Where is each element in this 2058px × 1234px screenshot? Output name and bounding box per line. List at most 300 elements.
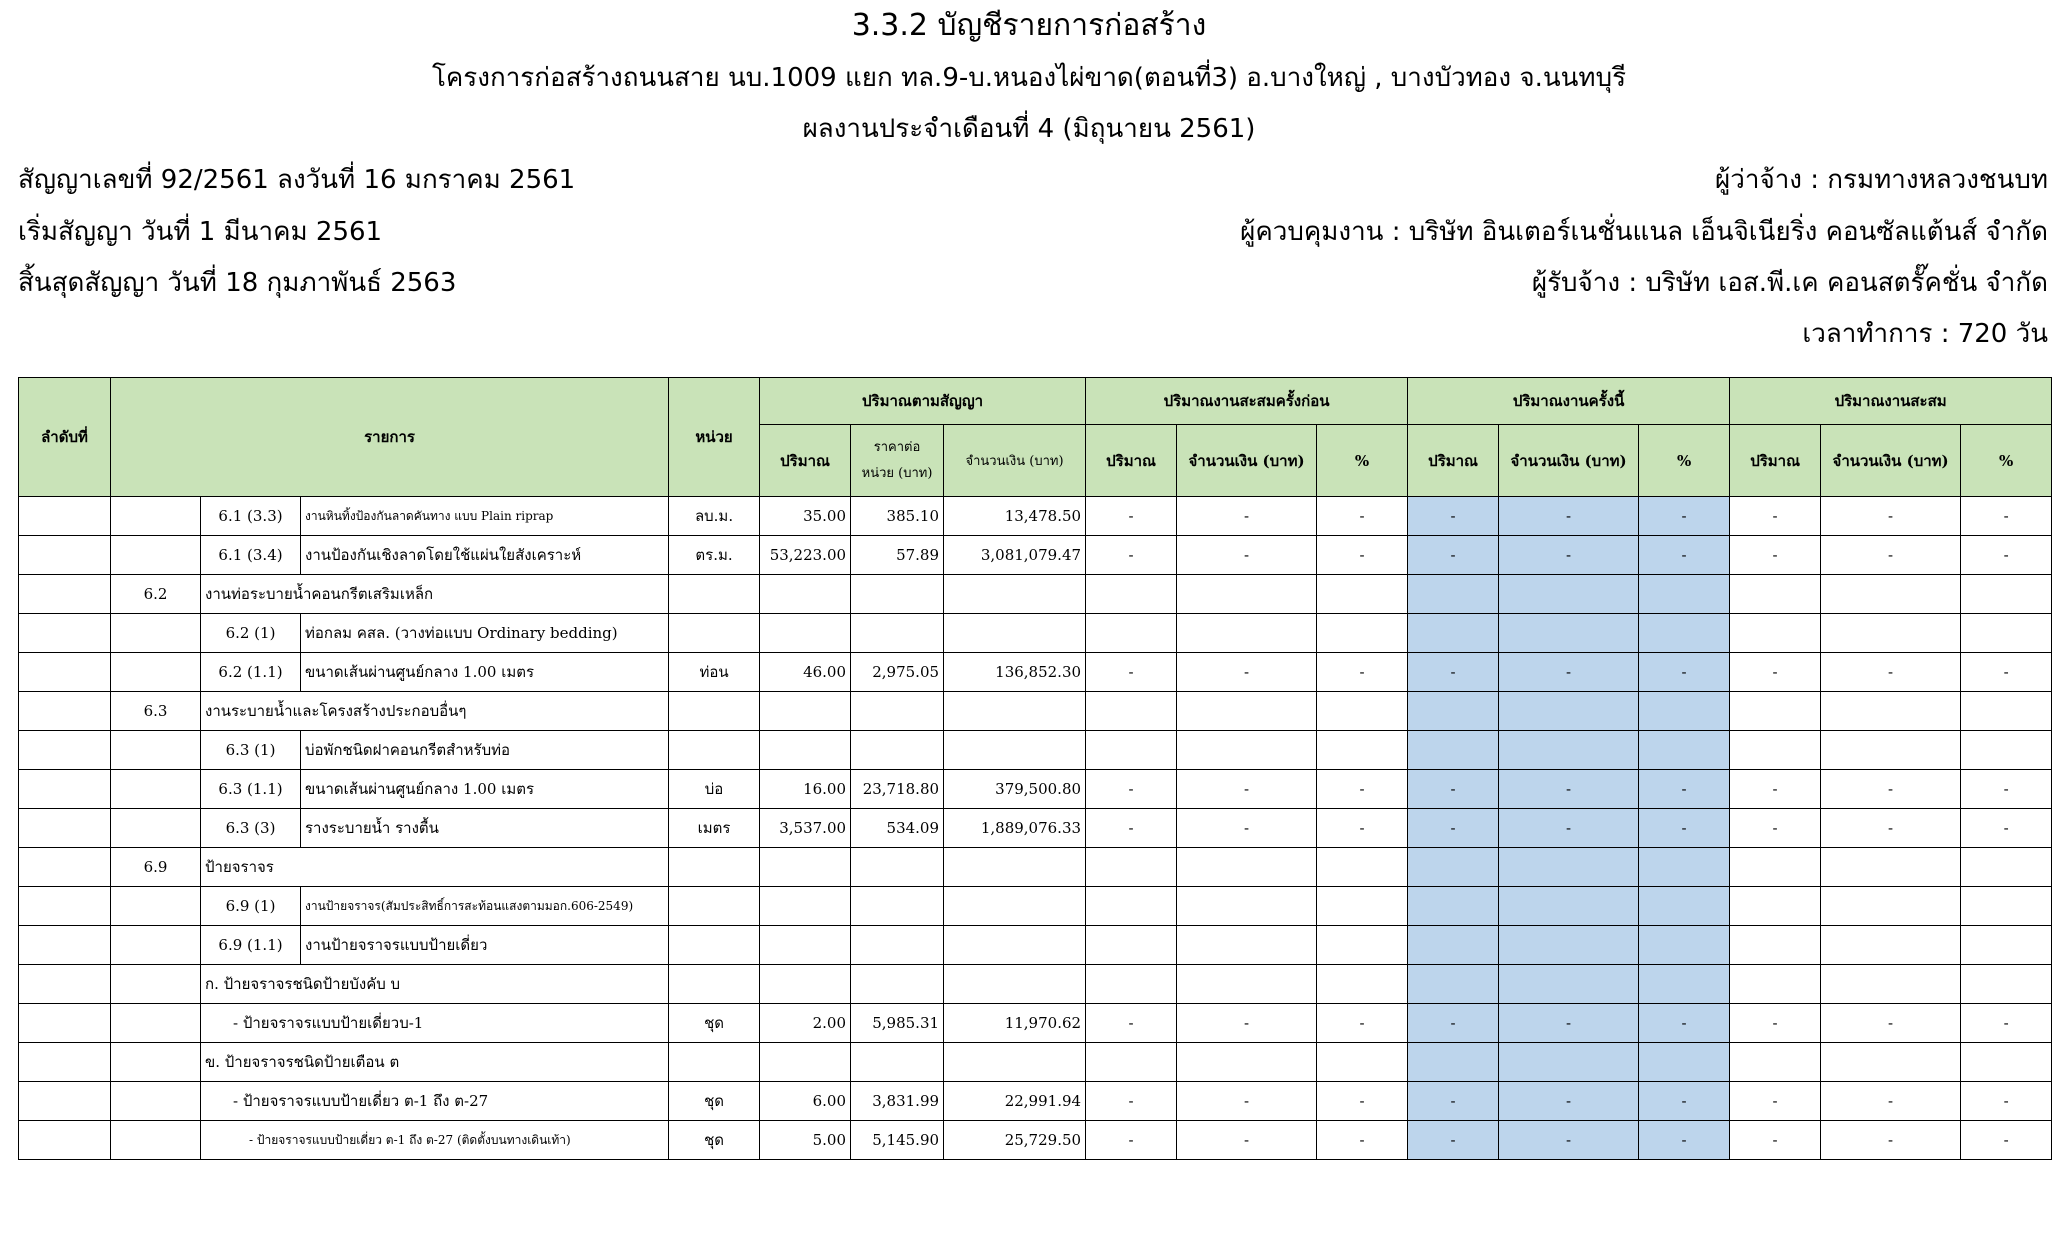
seq-cell xyxy=(19,536,111,575)
prev-pct: - xyxy=(1317,809,1408,848)
table-row xyxy=(19,809,2052,848)
contract-amount xyxy=(944,575,1086,614)
indent-cell xyxy=(111,770,201,809)
accum-qty: - xyxy=(1730,770,1821,809)
seq-cell xyxy=(19,965,111,1004)
contract-number: สัญญาเลขที่ 92/2561 ลงวันที่ 16 มกราคม 2561 xyxy=(18,165,576,195)
contract-unit-price xyxy=(851,965,944,1004)
accum-qty: - xyxy=(1730,536,1821,575)
current-amount: - xyxy=(1499,1082,1639,1121)
table-row xyxy=(19,575,2052,614)
current-amount xyxy=(1499,965,1639,1004)
current-amount: - xyxy=(1499,809,1639,848)
header-prev: ปริมาณงานสะสมครั้งก่อน xyxy=(1086,378,1408,425)
item-code: 6.9 xyxy=(111,848,201,887)
seq-cell xyxy=(19,770,111,809)
header-item: รายการ xyxy=(111,378,669,497)
indent-cell xyxy=(111,653,201,692)
header-amount: จำนวนเงิน (บาท) xyxy=(1177,425,1317,497)
current-pct xyxy=(1639,614,1730,653)
prev-amount xyxy=(1177,887,1317,926)
prev-pct: - xyxy=(1317,770,1408,809)
table-row xyxy=(19,770,2052,809)
contract-qty: 16.00 xyxy=(760,770,851,809)
contract-unit-price: 5,985.31 xyxy=(851,1004,944,1043)
current-pct xyxy=(1639,965,1730,1004)
unit-cell: ลบ.ม. xyxy=(669,497,760,536)
contract-unit-price xyxy=(851,848,944,887)
accum-pct xyxy=(1961,692,2052,731)
accum-amount xyxy=(1821,614,1961,653)
prev-pct: - xyxy=(1317,1121,1408,1160)
accum-amount xyxy=(1821,1043,1961,1082)
seq-cell xyxy=(19,653,111,692)
prev-pct: - xyxy=(1317,1082,1408,1121)
contract-amount: 1,889,076.33 xyxy=(944,809,1086,848)
contract-amount xyxy=(944,1043,1086,1082)
prev-pct xyxy=(1317,1043,1408,1082)
current-qty xyxy=(1408,575,1499,614)
seq-cell xyxy=(19,809,111,848)
contract-amount xyxy=(944,887,1086,926)
contract-qty: 53,223.00 xyxy=(760,536,851,575)
prev-qty: - xyxy=(1086,497,1177,536)
item-description: ป้ายจราจร xyxy=(201,848,669,887)
current-amount xyxy=(1499,575,1639,614)
accum-pct: - xyxy=(1961,770,2052,809)
accum-amount xyxy=(1821,731,1961,770)
item-description: รางระบายน้ำ รางตื้น xyxy=(301,809,669,848)
prev-amount: - xyxy=(1177,770,1317,809)
prev-pct xyxy=(1317,575,1408,614)
accum-amount: - xyxy=(1821,497,1961,536)
header-pct: % xyxy=(1639,425,1730,497)
accum-amount xyxy=(1821,692,1961,731)
accum-pct: - xyxy=(1961,809,2052,848)
document-title: 3.3.2 บัญชีรายการก่อสร้าง xyxy=(851,8,1207,43)
prev-amount xyxy=(1177,1043,1317,1082)
unit-cell xyxy=(669,575,760,614)
unit-cell: ท่อน xyxy=(669,653,760,692)
header-unit-price-line1: ราคาต่อ xyxy=(873,439,921,455)
seq-cell xyxy=(19,731,111,770)
current-amount xyxy=(1499,731,1639,770)
contract-unit-price: 5,145.90 xyxy=(851,1121,944,1160)
prev-qty: - xyxy=(1086,1004,1177,1043)
unit-cell: ชุด xyxy=(669,1121,760,1160)
contract-unit-price: 2,975.05 xyxy=(851,653,944,692)
contract-qty xyxy=(760,575,851,614)
header-current: ปริมาณงานครั้งนี้ xyxy=(1408,378,1730,425)
prev-qty: - xyxy=(1086,809,1177,848)
accum-amount xyxy=(1821,926,1961,965)
seq-cell xyxy=(19,1082,111,1121)
seq-cell xyxy=(19,1043,111,1082)
accum-pct: - xyxy=(1961,1004,2052,1043)
seq-cell xyxy=(19,1121,111,1160)
item-description: ก. ป้ายจราจรชนิดป้ายบังคับ บ xyxy=(201,965,669,1004)
current-qty xyxy=(1408,692,1499,731)
indent-cell xyxy=(111,1043,201,1082)
header-unit: หน่วย xyxy=(669,378,760,497)
current-pct xyxy=(1639,692,1730,731)
current-qty: - xyxy=(1408,497,1499,536)
current-qty xyxy=(1408,887,1499,926)
unit-cell: บ่อ xyxy=(669,770,760,809)
contract-start: เริ่มสัญญา วันที่ 1 มีนาคม 2561 xyxy=(18,217,383,247)
table-row xyxy=(19,497,2052,536)
seq-cell xyxy=(19,692,111,731)
prev-pct: - xyxy=(1317,497,1408,536)
accum-qty: - xyxy=(1730,653,1821,692)
accum-amount xyxy=(1821,887,1961,926)
employer: ผู้ว่าจ้าง : กรมทางหลวงชนบท xyxy=(1715,165,2048,195)
prev-qty xyxy=(1086,848,1177,887)
current-amount xyxy=(1499,692,1639,731)
current-amount: - xyxy=(1499,1004,1639,1043)
contract-unit-price xyxy=(851,575,944,614)
prev-qty: - xyxy=(1086,536,1177,575)
prev-qty: - xyxy=(1086,653,1177,692)
header-unit-price xyxy=(851,425,944,497)
contract-unit-price: 534.09 xyxy=(851,809,944,848)
table-row xyxy=(19,926,2052,965)
item-code: 6.9 (1) xyxy=(201,887,301,926)
item-code: 6.2 xyxy=(111,575,201,614)
accum-qty: - xyxy=(1730,1121,1821,1160)
current-pct: - xyxy=(1639,1082,1730,1121)
prev-amount xyxy=(1177,965,1317,1004)
header-qty: ปริมาณ xyxy=(1086,425,1177,497)
accum-pct xyxy=(1961,848,2052,887)
project-name: โครงการก่อสร้างถนนสาย นบ.1009 แยก ทล.9-บ.หนองไผ่ขาด(ตอนที่3) อ.บางใหญ่ , บางบัวทอง จ.นนทบุรี xyxy=(431,63,1627,93)
header-pct: % xyxy=(1317,425,1408,497)
prev-pct xyxy=(1317,848,1408,887)
contract-qty xyxy=(760,692,851,731)
prev-amount: - xyxy=(1177,1121,1317,1160)
unit-cell xyxy=(669,965,760,1004)
unit-cell xyxy=(669,614,760,653)
header-seq: ลำดับที่ xyxy=(19,378,111,497)
indent-cell xyxy=(111,497,201,536)
prev-amount: - xyxy=(1177,497,1317,536)
current-qty xyxy=(1408,1043,1499,1082)
prev-amount: - xyxy=(1177,653,1317,692)
seq-cell xyxy=(19,614,111,653)
accum-pct: - xyxy=(1961,653,2052,692)
contract-unit-price xyxy=(851,731,944,770)
accum-qty xyxy=(1730,692,1821,731)
header-amount: จำนวนเงิน (บาท) xyxy=(1821,425,1961,497)
table-row xyxy=(19,887,2052,926)
contract-amount: 11,970.62 xyxy=(944,1004,1086,1043)
current-amount: - xyxy=(1499,1121,1639,1160)
accum-qty: - xyxy=(1730,809,1821,848)
indent-cell xyxy=(111,926,201,965)
prev-qty xyxy=(1086,575,1177,614)
prev-pct xyxy=(1317,887,1408,926)
header-qty: ปริมาณ xyxy=(1408,425,1499,497)
item-code: 6.3 (1) xyxy=(201,731,301,770)
indent-cell xyxy=(111,614,201,653)
current-amount xyxy=(1499,926,1639,965)
unit-cell xyxy=(669,926,760,965)
unit-cell xyxy=(669,731,760,770)
contract-qty xyxy=(760,614,851,653)
current-pct: - xyxy=(1639,536,1730,575)
unit-cell xyxy=(669,887,760,926)
header-amount: จำนวนเงิน (บาท) xyxy=(944,425,1086,497)
table-row xyxy=(19,1043,2052,1082)
seq-cell xyxy=(19,848,111,887)
item-description: งานป้ายจราจร(สัมประสิทธิ์การสะท้อนแสงตามมอก.606-2549) xyxy=(301,887,669,926)
item-description: ท่อกลม คสล. (วางท่อแบบ Ordinary bedding) xyxy=(301,614,669,653)
contract-amount xyxy=(944,926,1086,965)
current-amount xyxy=(1499,887,1639,926)
indent-cell xyxy=(111,536,201,575)
table-row xyxy=(19,536,2052,575)
item-code: 6.3 xyxy=(111,692,201,731)
item-description: ขนาดเส้นผ่านศูนย์กลาง 1.00 เมตร xyxy=(301,653,669,692)
prev-qty xyxy=(1086,1043,1177,1082)
contract-amount: 136,852.30 xyxy=(944,653,1086,692)
table-row xyxy=(19,731,2052,770)
item-description: งานระบายน้ำและโครงสร้างประกอบอื่นๆ xyxy=(201,692,669,731)
contractor: ผู้รับจ้าง : บริษัท เอส.พี.เค คอนสตรั๊คชั่น จำกัด xyxy=(1531,268,2048,298)
header-contract: ปริมาณตามสัญญา xyxy=(760,378,1086,425)
table-row xyxy=(19,1004,2052,1043)
contract-amount: 25,729.50 xyxy=(944,1121,1086,1160)
prev-pct: - xyxy=(1317,536,1408,575)
contract-unit-price xyxy=(851,1043,944,1082)
accum-amount: - xyxy=(1821,770,1961,809)
header-accum: ปริมาณงานสะสม xyxy=(1730,378,2052,425)
accum-amount: - xyxy=(1821,809,1961,848)
accum-qty xyxy=(1730,926,1821,965)
table-row xyxy=(19,1082,2052,1121)
contract-end: สิ้นสุดสัญญา วันที่ 18 กุมภาพันธ์ 2563 xyxy=(18,268,457,298)
item-description: - ป้ายจราจรแบบป้ายเดี่ยวบ-1 xyxy=(201,1004,669,1043)
current-qty xyxy=(1408,731,1499,770)
prev-qty xyxy=(1086,731,1177,770)
contract-qty xyxy=(760,848,851,887)
current-amount xyxy=(1499,614,1639,653)
current-amount xyxy=(1499,1043,1639,1082)
item-description: ข. ป้ายจราจรชนิดป้ายเตือน ต xyxy=(201,1043,669,1082)
item-description: - ป้ายจราจรแบบป้ายเดี่ยว ต-1 ถึง ต-27 (ติดตั้งบนทางเดินเท้า) xyxy=(201,1121,669,1160)
contract-qty: 35.00 xyxy=(760,497,851,536)
accum-amount: - xyxy=(1821,1004,1961,1043)
contract-qty xyxy=(760,926,851,965)
contract-amount: 379,500.80 xyxy=(944,770,1086,809)
current-qty xyxy=(1408,965,1499,1004)
item-description: งานป้องกันเชิงลาดโดยใช้แผ่นใยสังเคราะห์ xyxy=(301,536,669,575)
prev-amount: - xyxy=(1177,536,1317,575)
seq-cell xyxy=(19,575,111,614)
current-amount: - xyxy=(1499,653,1639,692)
contract-unit-price: 385.10 xyxy=(851,497,944,536)
contract-amount xyxy=(944,848,1086,887)
current-qty xyxy=(1408,926,1499,965)
unit-cell xyxy=(669,1043,760,1082)
prev-pct: - xyxy=(1317,1004,1408,1043)
accum-pct xyxy=(1961,965,2052,1004)
prev-pct xyxy=(1317,731,1408,770)
header-amount: จำนวนเงิน (บาท) xyxy=(1499,425,1639,497)
current-qty: - xyxy=(1408,536,1499,575)
boq-table-body xyxy=(19,497,2052,1160)
prev-qty xyxy=(1086,926,1177,965)
item-description: งานป้ายจราจรแบบป้ายเดี่ยว xyxy=(301,926,669,965)
accum-pct xyxy=(1961,731,2052,770)
accum-qty: - xyxy=(1730,1004,1821,1043)
unit-cell: ตร.ม. xyxy=(669,536,760,575)
contract-qty: 46.00 xyxy=(760,653,851,692)
unit-cell: เมตร xyxy=(669,809,760,848)
contract-qty: 5.00 xyxy=(760,1121,851,1160)
contract-amount xyxy=(944,692,1086,731)
current-pct xyxy=(1639,848,1730,887)
table-row xyxy=(19,692,2052,731)
contract-unit-price: 23,718.80 xyxy=(851,770,944,809)
accum-pct xyxy=(1961,1043,2052,1082)
boq-table xyxy=(18,377,2052,1160)
header-qty: ปริมาณ xyxy=(1730,425,1821,497)
prev-amount xyxy=(1177,731,1317,770)
current-pct xyxy=(1639,731,1730,770)
current-qty: - xyxy=(1408,809,1499,848)
item-code: 6.2 (1) xyxy=(201,614,301,653)
accum-qty xyxy=(1730,731,1821,770)
current-pct xyxy=(1639,926,1730,965)
current-pct: - xyxy=(1639,1121,1730,1160)
current-qty: - xyxy=(1408,1121,1499,1160)
prev-qty: - xyxy=(1086,1082,1177,1121)
prev-amount: - xyxy=(1177,1004,1317,1043)
current-qty: - xyxy=(1408,1004,1499,1043)
item-code: 6.9 (1.1) xyxy=(201,926,301,965)
header-pct: % xyxy=(1961,425,2052,497)
current-qty: - xyxy=(1408,770,1499,809)
indent-cell xyxy=(111,1004,201,1043)
accum-pct: - xyxy=(1961,536,2052,575)
current-pct: - xyxy=(1639,770,1730,809)
current-pct xyxy=(1639,575,1730,614)
prev-qty: - xyxy=(1086,1121,1177,1160)
unit-cell: ชุด xyxy=(669,1082,760,1121)
contract-amount: 22,991.94 xyxy=(944,1082,1086,1121)
prev-amount xyxy=(1177,575,1317,614)
item-description: - ป้ายจราจรแบบป้ายเดี่ยว ต-1 ถึง ต-27 xyxy=(201,1082,669,1121)
contract-amount: 13,478.50 xyxy=(944,497,1086,536)
prev-pct xyxy=(1317,614,1408,653)
accum-qty xyxy=(1730,614,1821,653)
contract-amount xyxy=(944,731,1086,770)
contract-unit-price xyxy=(851,887,944,926)
seq-cell xyxy=(19,1004,111,1043)
current-amount: - xyxy=(1499,536,1639,575)
contract-unit-price xyxy=(851,926,944,965)
prev-pct xyxy=(1317,926,1408,965)
accum-pct: - xyxy=(1961,1082,2052,1121)
item-description: งานหินทิ้งป้องกันลาดคันทาง แบบ Plain riprap xyxy=(301,497,669,536)
prev-amount: - xyxy=(1177,809,1317,848)
current-pct: - xyxy=(1639,1004,1730,1043)
contract-qty xyxy=(760,965,851,1004)
contract-amount: 3,081,079.47 xyxy=(944,536,1086,575)
accum-amount: - xyxy=(1821,536,1961,575)
contract-qty xyxy=(760,1043,851,1082)
item-description: งานท่อระบายน้ำคอนกรีตเสริมเหล็ก xyxy=(201,575,669,614)
accum-pct: - xyxy=(1961,1121,2052,1160)
prev-pct: - xyxy=(1317,653,1408,692)
contract-qty: 6.00 xyxy=(760,1082,851,1121)
accum-qty xyxy=(1730,848,1821,887)
accum-pct xyxy=(1961,887,2052,926)
work-duration: เวลาทำการ : 720 วัน xyxy=(1802,319,2048,349)
accum-amount: - xyxy=(1821,653,1961,692)
table-row xyxy=(19,1121,2052,1160)
indent-cell xyxy=(111,887,201,926)
prev-qty xyxy=(1086,692,1177,731)
prev-qty xyxy=(1086,614,1177,653)
table-row xyxy=(19,614,2052,653)
table-row xyxy=(19,848,2052,887)
prev-qty: - xyxy=(1086,770,1177,809)
contract-qty: 2.00 xyxy=(760,1004,851,1043)
contract-amount xyxy=(944,614,1086,653)
current-amount: - xyxy=(1499,497,1639,536)
current-pct: - xyxy=(1639,809,1730,848)
current-qty xyxy=(1408,848,1499,887)
seq-cell xyxy=(19,887,111,926)
item-code: 6.1 (3.3) xyxy=(201,497,301,536)
item-code: 6.3 (3) xyxy=(201,809,301,848)
item-description: ขนาดเส้นผ่านศูนย์กลาง 1.00 เมตร xyxy=(301,770,669,809)
current-pct: - xyxy=(1639,653,1730,692)
prev-qty xyxy=(1086,887,1177,926)
accum-pct xyxy=(1961,614,2052,653)
prev-amount xyxy=(1177,692,1317,731)
accum-qty: - xyxy=(1730,497,1821,536)
supervisor: ผู้ควบคุมงาน : บริษัท อินเตอร์เนชั่นแนล เอ็นจิเนียริ่ง คอนซัลแต้นส์ จำกัด xyxy=(1240,217,2048,247)
accum-amount: - xyxy=(1821,1082,1961,1121)
prev-amount xyxy=(1177,926,1317,965)
accum-pct xyxy=(1961,926,2052,965)
table-row xyxy=(19,965,2052,1004)
indent-cell xyxy=(111,1082,201,1121)
unit-cell xyxy=(669,848,760,887)
current-qty: - xyxy=(1408,653,1499,692)
current-amount: - xyxy=(1499,770,1639,809)
seq-cell xyxy=(19,926,111,965)
seq-cell xyxy=(19,497,111,536)
contract-unit-price xyxy=(851,692,944,731)
unit-cell: ชุด xyxy=(669,1004,760,1043)
current-qty xyxy=(1408,614,1499,653)
accum-qty: - xyxy=(1730,1082,1821,1121)
contract-unit-price: 57.89 xyxy=(851,536,944,575)
contract-qty xyxy=(760,731,851,770)
accum-amount xyxy=(1821,575,1961,614)
header-unit-price-line2: หน่วย (บาท) xyxy=(861,465,933,481)
accum-amount xyxy=(1821,848,1961,887)
indent-cell xyxy=(111,731,201,770)
item-code: 6.2 (1.1) xyxy=(201,653,301,692)
item-code: 6.3 (1.1) xyxy=(201,770,301,809)
header-qty: ปริมาณ xyxy=(760,425,851,497)
prev-pct xyxy=(1317,692,1408,731)
